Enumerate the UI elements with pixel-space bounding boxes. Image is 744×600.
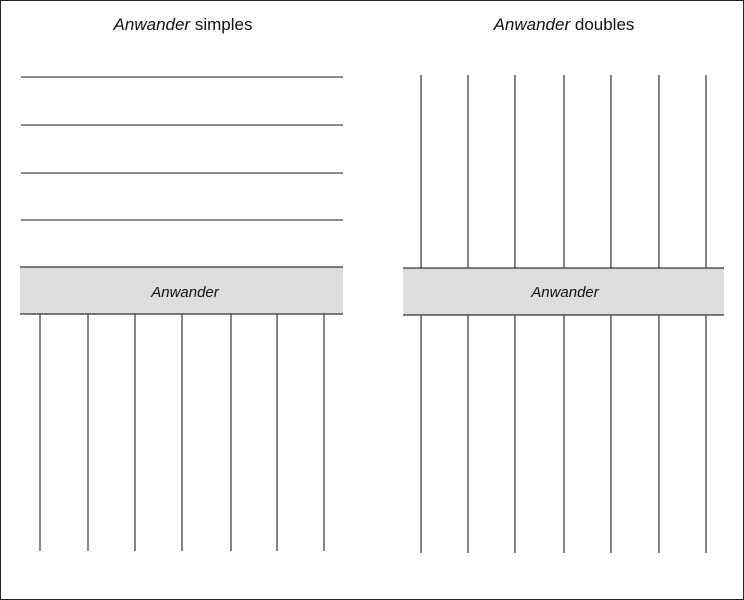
- right-band-label: Anwander: [531, 284, 599, 301]
- left-vertical-lines: [40, 314, 324, 551]
- right-lower-vertical-lines: [421, 315, 706, 553]
- left-title-rest: simples: [190, 15, 253, 34]
- right-panel: [403, 75, 724, 553]
- right-upper-vertical-lines: [421, 75, 706, 268]
- right-title-italic: Anwander: [493, 15, 571, 34]
- left-horizontal-lines: [21, 77, 343, 220]
- right-title-rest: doubles: [570, 15, 635, 34]
- left-band-label: Anwander: [151, 284, 219, 301]
- diagram-canvas: [1, 1, 743, 599]
- left-panel: [20, 77, 343, 551]
- left-title-italic: Anwander: [113, 15, 191, 34]
